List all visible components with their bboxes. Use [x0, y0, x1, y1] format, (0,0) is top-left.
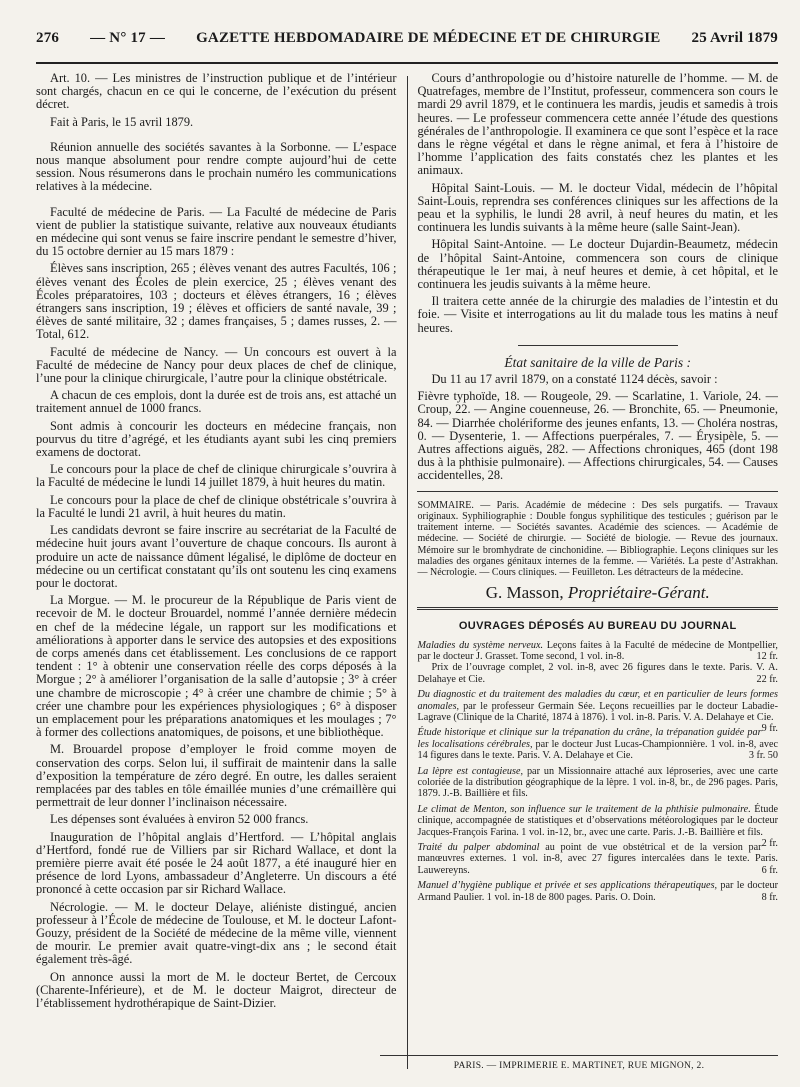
page-number: 276 [36, 30, 60, 46]
ouvrage-item [417, 727, 778, 761]
hopital-anglais: Inauguration de l’hôpital anglais d’Hertford. — L’hôpital anglais d’Hertford, fondé rue de Villiers par sir Richard Wallace, et dont la première pierre avait été posée le 24 août 1877, a été inauguré hier en présence de lord Lyons, ambassadeur d’Angleterre. Un discours a été prononcé à cette occasion par sir Richard Wallace. [36, 829, 397, 897]
reunion-sorbonne: Réunion annuelle des sociétés savantes à la Sorbonne. — L’espace nous manque absolument pour rendre compte aujourd’hui de cette session. Nous résumerons dans le prochain numéro les communications relatives à la médecine. [36, 139, 397, 194]
ouvrage-price: 6 fr. [761, 864, 778, 876]
journal-title: GAZETTE HEBDOMADAIRE DE MÉDECINE ET DE CHIRURGIE [196, 30, 661, 46]
morgue-depenses: Les dépenses sont évaluées à environ 52 000 francs. [50, 812, 309, 827]
cours-anthropologie: Cours d’anthropologie ou d’histoire naturelle de l’homme. — M. de Quatrefages, membre de l’Institut, professeur, commencera son cours le mardi 29 avril 1879, et le continuera les mardis, jeudis et samedis à trois heures. — Le professeur commencera cette année l’étude des questions générales de l’anthropologie. Il examinera ce que sont l’espèce et la race dans le règne végétal et dans le règne animal, et fera à l’histoire de l’homme l’application des faits constatés chez les plantes et les animaux. [417, 72, 778, 178]
nancy-chirurgicale: Le concours pour la place de chef de clinique chirurgicale s’ouvrira à la Faculté de médecine le lundi 14 juillet 1879, à huit heures du matin. [36, 462, 397, 490]
columns [36, 72, 778, 1073]
sommaire: SOMMAIRE. — Paris. Académie de médecine : Des sels purgatifs. — Travaux originaux. Syphiliographie : Double fongus syphilitique des testicules ; guérison par le traitement interne. — Sociétés savantes. Académie des sciences. — Académie de médecine. — Société de chirurgie. — Société de biologie. — Revue des journaux. Mémoire sur le bromhydrate de cinchonidine. — Bibliographie. Leçons cliniques sur les maladies des organes génitaux internes de la femme. — Variétés. La peste d’Astrakhan. — Nécrologie. — Cours cliniques. — Feuilleton. Les détracteurs de la médecine. [417, 499, 778, 578]
nancy-traitement: A chacun de ces emplois, dont la durée est de trois ans, est attaché un traitement annuel de 1000 francs. [36, 388, 397, 416]
imprimerie-footer: PARIS. — IMPRIMERIE E. MARTINET, RUE MIGNON, 2. [380, 1055, 778, 1071]
ouvrage-price: 9 fr. [761, 723, 778, 735]
left-column [36, 72, 407, 1073]
ouvrage-text: par le docteur Just Lucas-Championnière. 1 vol. in-8, avec 14 figures dans le texte. Paris. V. A. Delahaye et Cie. [417, 738, 778, 762]
ouvrage-text: Étude clinique, accompagnée de statistiques et d’observations météorologiques par le docteur Jacques-François Farina. 1 vol. in-12, br., avec une carte. Paris. J.-B. Baillière et fils. [417, 803, 778, 838]
ouvrage-text: Leçons faites à la Faculté de médecine de Montpellier, par le docteur J. Grasset. Tome second, 1 vol. in-8. [417, 639, 778, 662]
issue-number: — N° 17 — [90, 30, 166, 46]
ouvrage-extra: Prix de l’ouvrage complet, 2 vol. in-8, avec 26 figures dans le texte. Paris. V. A. Delahaye et Cie. 22 fr. [417, 662, 778, 685]
ouvrage-title: Étude historique et clinique sur la trépanation du crâne, la trépanation guidée par les localisations cérébrales, [417, 727, 762, 750]
header-rule [36, 62, 778, 64]
etat-sanitaire-intro: Du 11 au 17 avril 1879, on a constaté 1124 décès, savoir : [431, 372, 718, 387]
nancy-concours: Faculté de médecine de Nancy. — Un concours est ouvert à la Faculté de médecine de Nancy pour deux places de chef de clinique, l’une pour la clinique chirurgicale, l’autre pour la clinique obstétricale. [36, 344, 397, 386]
ouvrage-item [417, 766, 778, 800]
etat-sanitaire-body: Fièvre typhoïde, 18. — Rougeole, 29. — Scarlatine, 1. Variole, 24. — Croup, 22. — Angine couenneuse, 26. — Bronchite, 65. — Pneumonie, 84. — Diarrhée cholériforme des jeunes enfants, 13. — Choléra nostras, 0. — Dysenterie, 1. — Affections puerpérales, 7. — Érysipèle, 5. — Autres affections aiguës, 282. — Affections chroniques, 465 (dont 198 dus à la phthisie pulmonaire). — Affections chirurgicales, 54. — Causes accidentelles, 28. [417, 389, 778, 483]
etat-sanitaire-title: État sanitaire de la ville de Paris : [504, 354, 692, 370]
ouvrage-item [417, 880, 778, 903]
ouvrage-title: Du diagnostic et du traitement des maladies du cœur, et en particulier de leurs formes anomales, [417, 689, 778, 712]
ouvrage-price: 12 fr. [756, 650, 778, 662]
saint-antoine-suite: Il traitera cette année de la chirurgie des maladies de l’intestin et du foie. — Visite et interrogations au lit du malade tous les matins à neuf heures. [417, 294, 778, 335]
ouvrage-text: par le docteur Armand Paulier. 1 vol. in-18 de 800 pages. Paris. O. Doin. [417, 880, 778, 903]
ouvrage-price: 8 fr. [761, 891, 778, 903]
hopital-saint-antoine: Hôpital Saint-Antoine. — Le docteur Dujardin-Beaumetz, médecin de l’hôpital Saint-Antoine, commencera son cours de clinique thérapeutique le 1er mai, à neuf heures et demie, à cet hôpital, et le continuera les jeudis suivants à la même heure. [417, 237, 778, 292]
nancy-obstetricale: Le concours pour la place de chef de clinique obstétricale s’ouvrira à la Faculté le lundi 21 avril, à huit heures du matin. [36, 492, 397, 520]
right-column [407, 72, 778, 1073]
masson-name: G. Masson, [485, 583, 564, 603]
ouvrage-text: par un Missionnaire attaché aux léproseries, avec une carte coloriée de la distribution géographique de la lèpre. 1 vol. in-8, br., de 296 pages. Paris, 1879. J.-B. Baillière et fils. [417, 765, 778, 800]
ouvrage-price: 3 fr. 50 [748, 750, 778, 762]
nancy-inscription: Les candidats devront se faire inscrire au secrétariat de la Faculté de médecine huit jours avant l’ouverture de chaque concours. Ils auront à produire un acte de naissance dûment légalisé, le diplôme de docteur en médecine ou un certificat constatant qu’ils ont soutenu les cinq examens pour le doctorat. [36, 523, 397, 590]
masson-signature [417, 583, 778, 603]
ouvrage-text: au point de vue obstétrical et de la version par manœuvres externes. 1 vol. in-8, avec 27 figures intercalées dans le texte. Paris. Lauwereyns. [417, 842, 778, 876]
hopital-saint-louis: Hôpital Saint-Louis. — M. le docteur Vidal, médecin de l’hôpital Saint-Louis, reprendra ses conférences cliniques sur les affections de la peau et la syphilis, le lundi 28 avril, à neuf heures du matin, et les continuera les lundis suivants à la même heure (salle Saint-Jean). [417, 180, 778, 235]
ouvrage-price: 2 fr. [761, 838, 778, 850]
masson-role: Propriétaire-Gérant. [567, 583, 710, 603]
ouvrage-title: Le climat de Menton, son influence sur le traitement de la phthisie pulmonaire. [417, 803, 755, 815]
morgue-froid: M. Brouardel propose d’employer le froid comme moyen de conservation des corps. Selon lui, il suffirait de maintenir dans la salle d’exposition la température de zéro degré. En outre, les dalles seraient remplacées par des tables en tôle émaillée munies d’une crémaillère qui permettrait de leur donner l’inclinaison nécessaire. [36, 742, 397, 810]
ouvrage-item [417, 640, 778, 686]
fait-a-paris: Fait à Paris, le 15 avril 1879. [50, 114, 194, 129]
ouvrage-item [417, 842, 778, 876]
section-rule [518, 345, 678, 346]
ouvrage-title: La lèpre est contagieuse, [417, 765, 527, 777]
issue-date: 25 Avril 1879 [691, 30, 778, 46]
ouvrages-list [417, 640, 778, 904]
ouvrage-title: Manuel d’hygiène publique et privée et ses applications thérapeutiques, [417, 880, 721, 892]
morgue-rapport: La Morgue. — M. le procureur de la République de Paris vient de recevoir de M. le docteur Brouardel, nommé l’année dernière médecin en chef de la médecine légale, un rapport sur les modifications et améliorations à apporter dans le service des autopsies et des expositions de corps amenés dans cet établissement. Les conclusions de ce rapport tendent : 1° à obtenir une conservation réelle des corps déposés à la Morgue ; 2° à améliorer l’organisation de la salle d’autopsie ; 3° à créer une chambre de microscopie ; 4° à créer une chambre de chimie ; 5° à créer une chambre pour les expériences physiologiques ; 6° à disposer un emplacement pour les préparations anatomiques et les moulages ; 7° à former des collections anatomiques, de poisons, et une bibliothèque. [36, 593, 397, 740]
faculte-paris-stats: Élèves sans inscription, 265 ; élèves venant des autres Facultés, 106 ; élèves venant des Écoles de plein exercice, 25 ; élèves venant des Écoles préparatoires, 103 ; docteurs et élèves étrangers, 16 ; élèves étrangers sans inscription, 19 ; élèves et officiers de santé navale, 39 ; élèves de santé militaire, 32 ; dames françaises, 5 ; dames russes, 2. — Total, 612. [36, 261, 397, 342]
ouvrage-title: Traité du palper abdominal [417, 842, 546, 854]
article-10: Art. 10. — Les ministres de l’instruction publique et de l’intérieur sont chargés, chacun en ce qui le concerne, de l’exécution du présent décret. [36, 72, 397, 112]
ouvrages-rule [417, 607, 778, 610]
necrologie-1: Nécrologie. — M. le docteur Delaye, aliéniste distingué, ancien professeur à l’École de médecine de Toulouse, et M. le docteur Lafont-Gouzy, président de la Société de médecine de la même ville, viennent de mourir. Le premier avait quatre-vingt-dix ans ; le second était également très-âgé. [36, 899, 397, 967]
ouvrage-title: Maladies du système nerveux. [417, 639, 547, 651]
ouvrages-title: OUVRAGES DÉPOSÉS AU BUREAU DU JOURNAL [458, 620, 737, 633]
ouvrage-item [417, 689, 778, 735]
ouvrage-extra-price: 22 fr. [756, 673, 778, 685]
ouvrage-text: par le professeur Germain Sée. Leçons recueillies par le docteur Labadie-Lagrave (Clinique de la Charité, 1874 à 1876). 1 vol. in-8. Paris. V. A. Delahaye et Cie. [417, 700, 778, 723]
necrologie-2: On annonce aussi la mort de M. le docteur Bertet, de Cercoux (Charente-Inférieure), et de M. le docteur Maigrot, directeur de l’établissement hydrothérapique de Saint-Dizier. [36, 969, 397, 1010]
nancy-admission: Sont admis à concourir les docteurs en médecine français, non pourvus du titre d’agrégé, et les étudiants ayant subi les cinq premiers examens de doctorat. [36, 418, 397, 460]
faculte-paris-intro: Faculté de médecine de Paris. — La Faculté de médecine de Paris vient de publier la statistique suivante, relative aux nouveaux étudiants en médecine qui sont venus se faire inscrire pendant le semestre d’hiver, du 15 octobre dernier au 15 mars 1879 : [36, 204, 397, 259]
page-header [36, 0, 778, 58]
sommaire-rule [417, 491, 778, 492]
